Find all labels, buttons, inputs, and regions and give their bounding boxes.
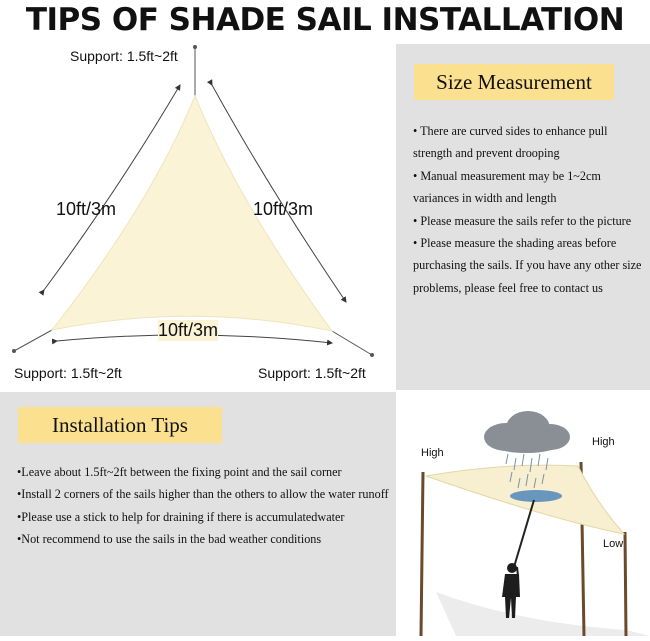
dimension-label-bottom: 10ft/3m <box>158 320 219 340</box>
page-title: TIPS OF SHADE SAIL INSTALLATION <box>25 2 625 38</box>
installation-tips-heading: Installation Tips <box>18 407 222 443</box>
label-high-right: High <box>592 436 615 448</box>
size-measurement-panel <box>396 44 650 390</box>
size-measurement-list <box>413 120 645 299</box>
person-silhouette <box>502 563 520 618</box>
anchor-point-left <box>12 349 16 353</box>
triangle-measurement-diagram <box>0 40 396 390</box>
ground-shadow <box>436 592 650 636</box>
list-item: •Leave about 1.5ft~2ft between the fixing point and the sail corner <box>17 465 342 479</box>
list-item: • Please measure the shading areas before purchasing the sails. If you have any other size problems, please feel free to contact us <box>413 236 642 295</box>
installation-scene-illustration <box>396 392 650 636</box>
list-item: •Please use a stick to help for draining if there is accumulatedwater <box>17 509 345 524</box>
post-left <box>421 472 423 636</box>
water-puddle <box>510 490 562 502</box>
anchor-point-right <box>370 353 374 357</box>
support-label-top: Support: 1.5ft~2ft <box>70 48 178 64</box>
support-line-right <box>332 331 372 355</box>
installation-tips-panel <box>0 392 396 636</box>
support-label-bottom-left: Support: 1.5ft~2ft <box>14 365 122 381</box>
label-high-left: High <box>421 447 444 459</box>
drain-stick <box>514 500 534 567</box>
post-right <box>625 532 626 636</box>
rain-cloud-icon <box>484 411 570 453</box>
anchor-point-top <box>193 45 197 49</box>
label-low: Low <box>603 538 624 550</box>
size-measurement-heading: Size Measurement <box>414 64 614 100</box>
dimension-label-right: 10ft/3m <box>253 199 314 219</box>
list-item: •Install 2 corners of the sails higher than the others to allow the water runoff <box>17 487 389 502</box>
list-item: • There are curved sides to enhance pull strength and prevent drooping <box>413 124 608 161</box>
installation-tips-list <box>17 461 389 551</box>
list-item: • Please measure the sails refer to the picture <box>413 213 632 228</box>
dimension-label-left: 10ft/3m <box>56 199 117 219</box>
scene-drawing <box>396 392 650 636</box>
list-item: •Not recommend to use the sails in the bad weather conditions <box>17 532 322 547</box>
support-line-left <box>14 330 52 351</box>
support-label-bottom-right: Support: 1.5ft~2ft <box>258 365 366 381</box>
list-item: • Manual measurement may be 1~2cm variances in width and length <box>413 168 601 206</box>
